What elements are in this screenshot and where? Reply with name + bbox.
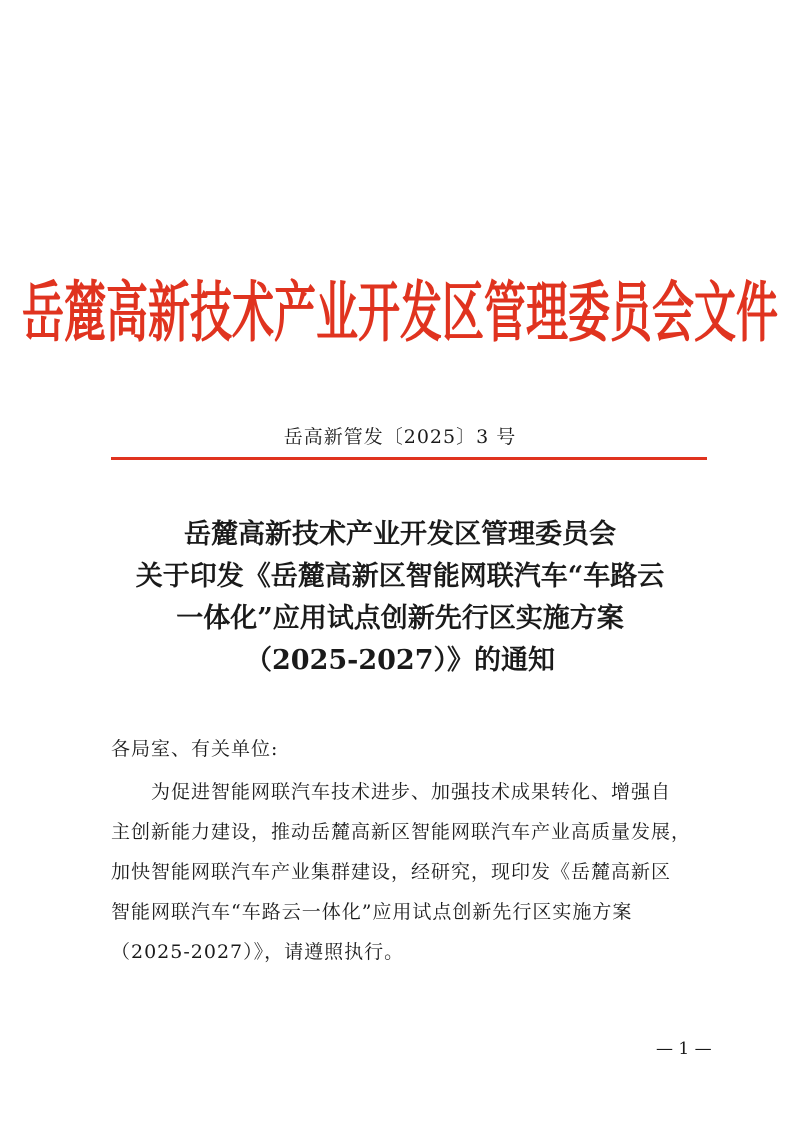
title-line: 岳麓高新技术产业开发区管理委员会 xyxy=(184,519,616,550)
salutation: 各局室、有关单位: xyxy=(111,738,279,760)
body-paragraph xyxy=(111,772,711,972)
red-divider-line xyxy=(111,457,707,460)
paragraph-line: 为促进智能网联汽车技术进步、加强技术成果转化、增强自 xyxy=(151,781,672,803)
document-number: 岳高新管发〔2025〕3 号 xyxy=(283,426,517,448)
paragraph-line: 加快智能网联汽车产业集群建设，经研究，现印发《岳麓高新区 xyxy=(111,861,672,883)
red-header-title: 岳麓高新技术产业开发区管理委员会文件 xyxy=(21,274,778,351)
page-number: — 1 — xyxy=(656,1039,712,1059)
paragraph-line: （2025-2027）》，请遵照执行。 xyxy=(111,941,405,963)
title-line: 一体化”应用试点创新先行区实施方案 xyxy=(176,603,624,634)
paragraph-line: 智能网联汽车“车路云一体化”应用试点创新先行区实施方案 xyxy=(111,901,633,923)
notice-title xyxy=(0,514,800,682)
title-line: 关于印发《岳麓高新区智能网联汽车“车路云 xyxy=(135,561,665,592)
title-line: （2025-2027）》的通知 xyxy=(245,645,555,676)
paragraph-line: 主创新能力建设，推动岳麓高新区智能网联汽车产业高质量发展， xyxy=(111,821,692,843)
